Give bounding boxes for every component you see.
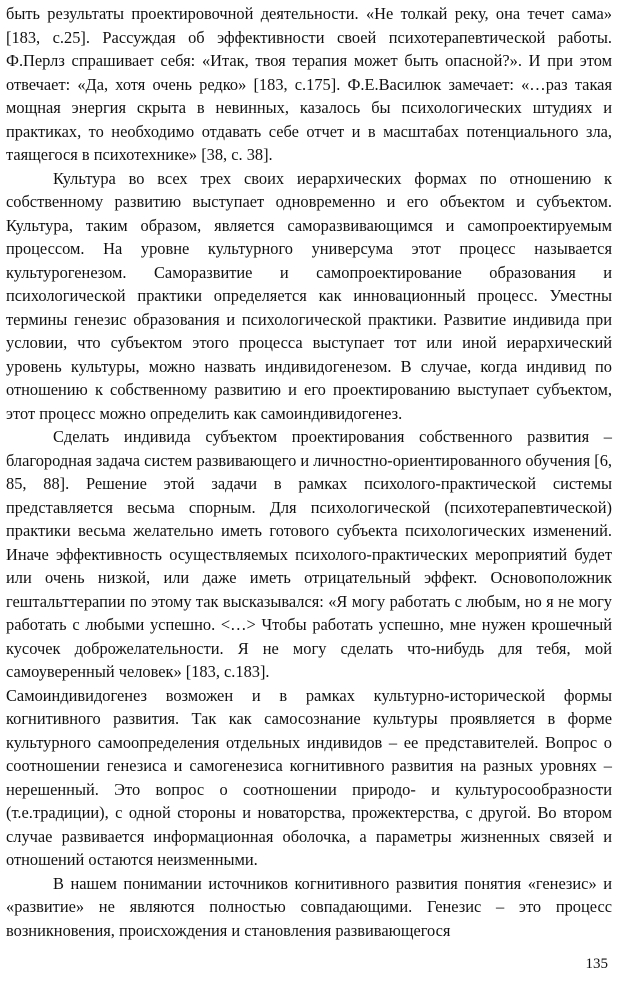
paragraph-4: Самоиндивидогенез возможен и в рамках культурно-исторической формы когнитивного развития. Так как самосознание культуры проявляется в форме культурного самоопределения отдельных индивидов – ее представителей. Вопрос о соотношении генезиса и самогенезиса когнитивного развития на разных уровнях – нерешенный. Это вопрос о соотношении природо- и культуросообразности (т.е.традиции), с одной стороны и новаторства, прожектерства, с другой. Во втором случае развивается информационная оболочка, а параметры жизненных связей и отношений остаются неизменными.: [6, 685, 612, 869]
paragraph-5: В нашем понимании источников когнитивного развития понятия «генезис» и «развитие» не являются полностью совпадающими. Генезис – это процесс возникновения, происхождения и становления развивающегося: [6, 873, 612, 940]
paragraph-3: Сделать индивида субъектом проектирования собственного развития – благородная задача систем развивающего и личностно-ориентированного обучения [6, 85, 88]. Решение этой задачи в рамках психолого-практической системы представляется весьма спорным. Для психологической (психотерапевтической) практики весьма желательно иметь готового субъекта психологических изменений. Иначе эффективность осуществляемых психолого-практических мероприятий будет или очень низкой, или даже иметь отрицательный эффект. Основоположник гештальттерапии по этому так высказывался: «Я могу работать с любым, но я не могу работать с любыми успешно. <…> Чтобы работать успешно, мне нужен крошечный кусочек доброжелательности. Я не могу сделать что-нибудь для тебя, мой самоуверенный человек» [183, с.183].: [6, 427, 612, 681]
paragraph-1: быть результаты проектировочной деятельности. «Не толкай реку, она течет сама» [183, с.25]. Рассуждая об эффективности своей психотерапевтической работы. Ф.Перлз спрашивает себя: «Итак, твоя терапия может быть опасной?». И при этом отвечает: «Да, хотя очень редко» [183, с.175]. Ф.Е.Василюк замечает: «…раз такая мощная энергия скрыта в невинных, казалось бы психологических штудиях и практиках, то необходимо отдавать себе отчет и в масштабах потенциального зла, таящегося в психотехнике» [38, с. 38].: [6, 4, 612, 164]
paragraph-2: Культура во всех трех своих иерархических формах по отношению к собственному развитию выступает одновременно и его объектом и субъектом. Культура, таким образом, является саморазвивающимся и самопроектируемым процессом. На уровне культурного универсума этот процесс называется культурогенезом. Саморазвитие и самопроектирование образования и психологической практики определяется как инновационный процесс. Уместны термины генезис образования и психологической практики. Развитие индивида при условии, что субъектом этого процесса выступает тот или иной иерархический уровень культуры, можно назвать индивидогенезом. В случае, когда индивид по отношению к собственному развитию и его проектированию выступает субъектом, этот процесс можно определить как самоиндивидогенез.: [6, 168, 612, 423]
page-number: 135: [585, 956, 608, 972]
body-text: [6, 2, 612, 942]
